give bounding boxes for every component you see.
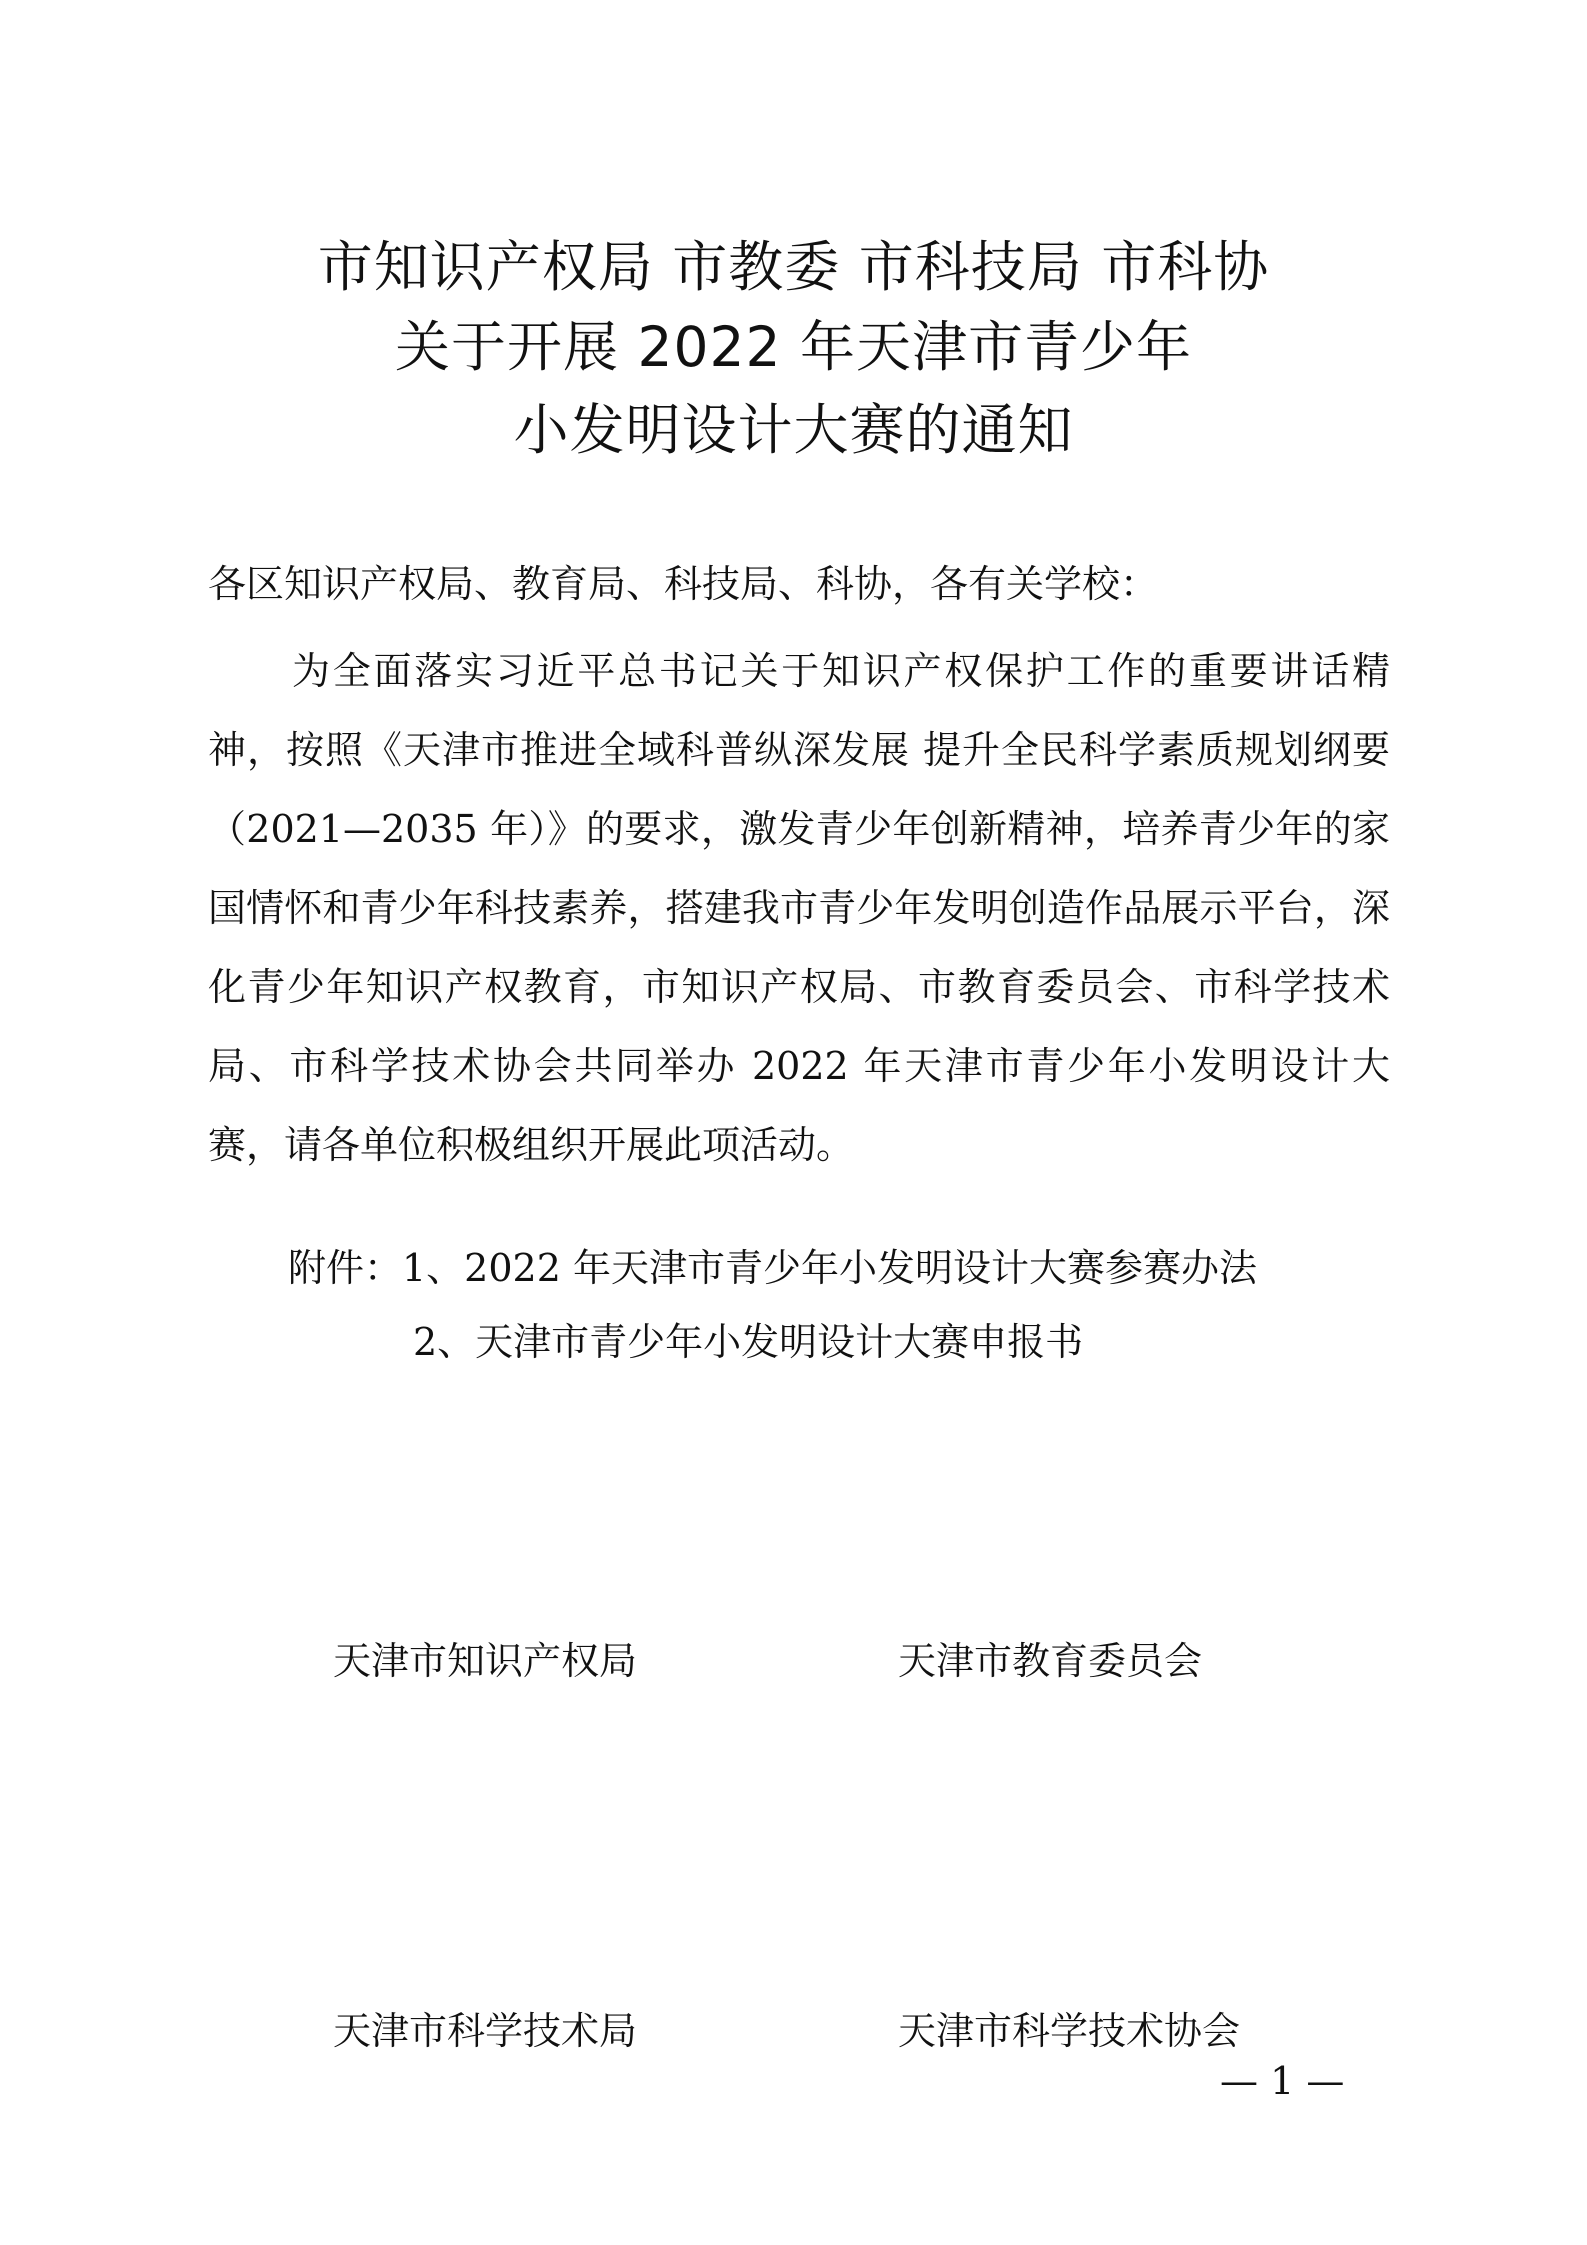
signatory-science-bureau: 天津市科学技术局 <box>333 2009 638 2053</box>
body-paragraph: 为全面落实习近平总书记关于知识产权保护工作的重要讲话精神，按照《天津市推进全域科普纵深发展 提升全民科学素质规划纲要（2021—2035 年）》的要求，激发青少年创新精神，培养青少年的家国情怀和青少年科技素养，搭建我市青少年发明创造作品展示平台，深化青少年知识产权教育，市知识产权局、市教育委员会、市科学技术局、市科学技术协会共同举办 2022 年天津市青少年小发明设计大赛，请各单位积极组织开展此项活动。 <box>208 649 1390 1167</box>
page-number: — 1 — <box>1220 2059 1345 2103</box>
attachment-2: 2、天津市青少年小发明设计大赛申报书 <box>413 1320 1084 1364</box>
attachment-1: 附件：1、2022 年天津市青少年小发明设计大赛参赛办法 <box>288 1246 1257 1290</box>
signatory-science-association: 天津市科学技术协会 <box>898 2009 1241 2053</box>
salutation: 各区知识产权局、教育局、科技局、科协，各有关学校： <box>208 562 1159 606</box>
title-line-3: 小发明设计大赛的通知 <box>513 398 1074 462</box>
title-line-2: 关于开展 2022 年天津市青少年 <box>395 315 1192 379</box>
signatory-education-commission: 天津市教育委员会 <box>898 1639 1203 1683</box>
signatory-ip-office: 天津市知识产权局 <box>333 1639 638 1683</box>
title-line-1: 市知识产权局 市教委 市科技局 市科协 <box>317 235 1270 299</box>
